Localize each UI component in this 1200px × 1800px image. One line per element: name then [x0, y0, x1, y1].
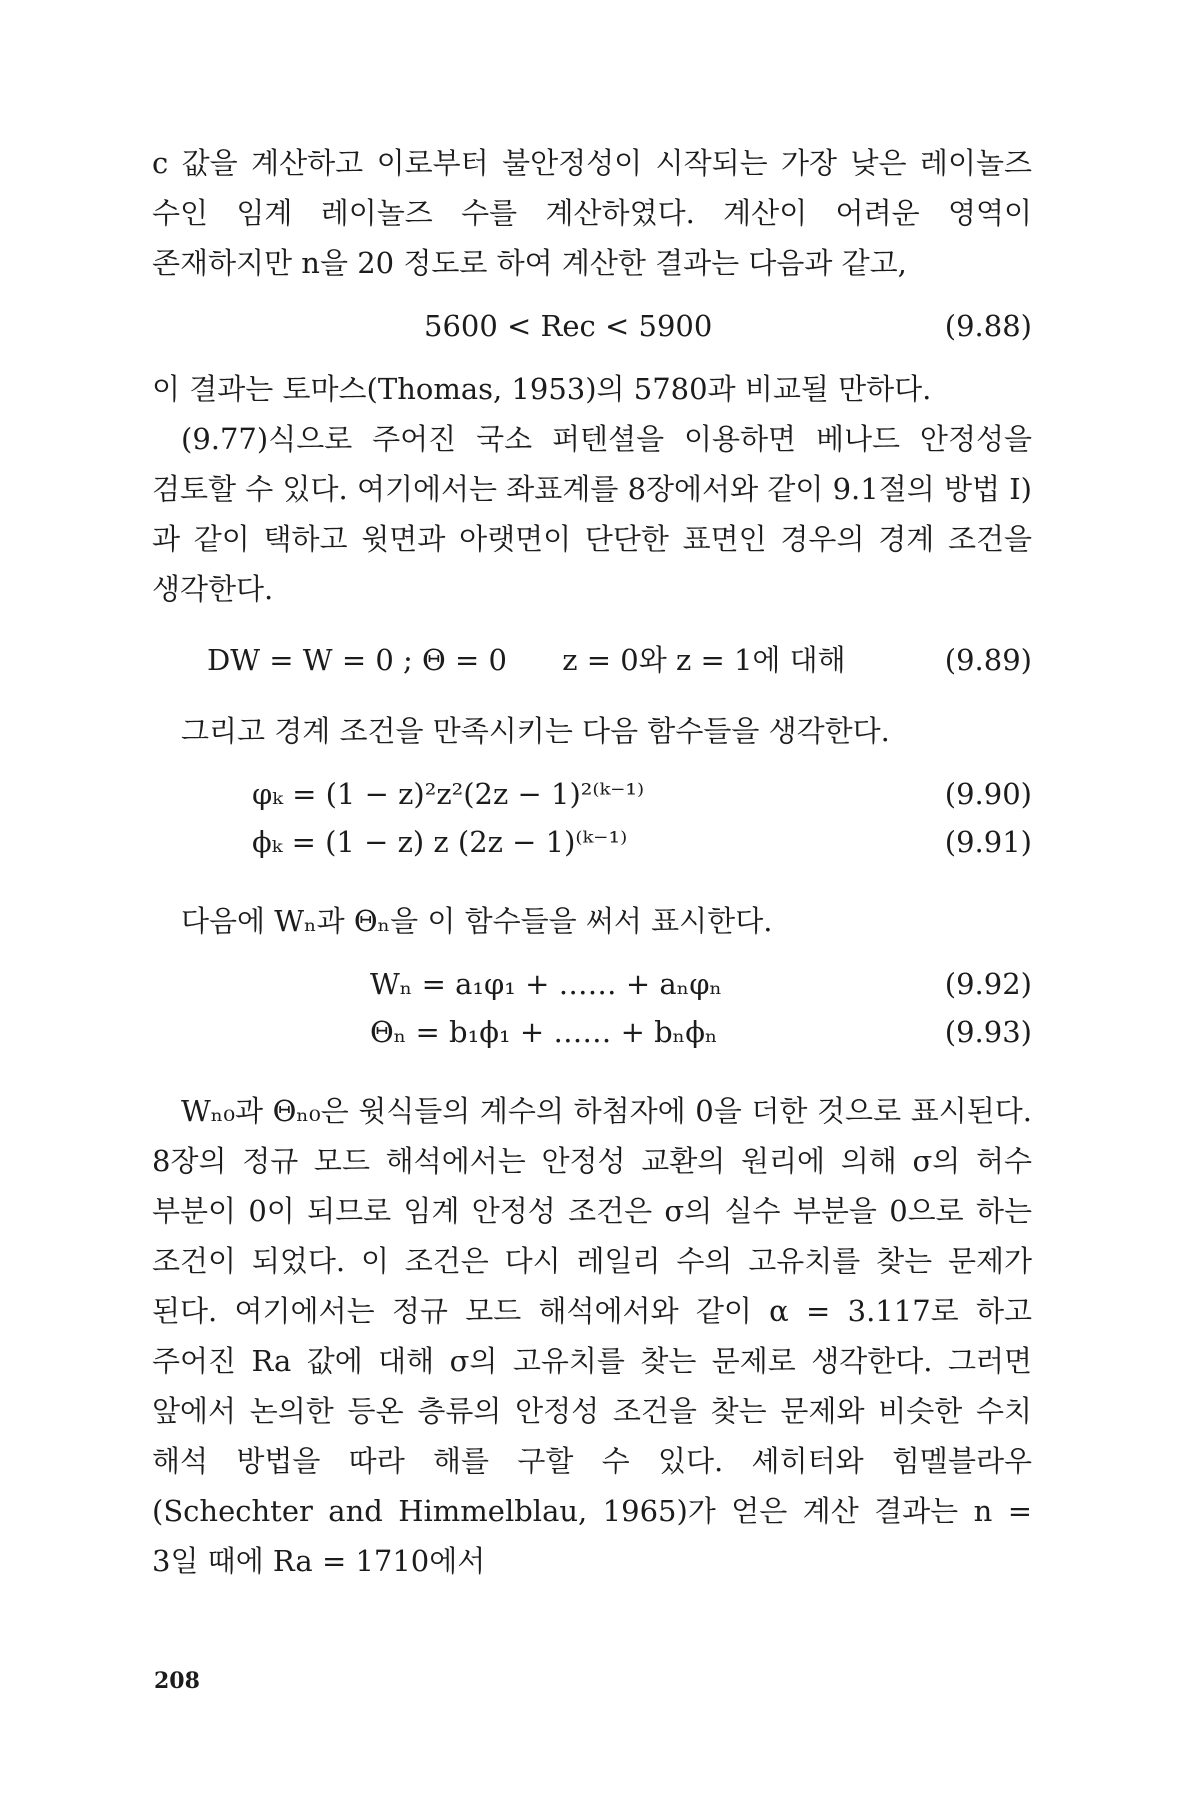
equation-number: (9.90)	[944, 777, 1032, 811]
equation-9-93	[152, 1008, 1032, 1056]
equation-9-89	[152, 636, 1032, 684]
page-body	[152, 138, 1032, 1586]
equation-number: (9.89)	[944, 643, 1032, 677]
equation-number: (9.91)	[944, 825, 1032, 859]
paragraph-thomas-comparison: 이 결과는 토마스(Thomas, 1953)의 5780과 비교될 만하다.	[152, 372, 932, 406]
equation-expression: 5600 < Rec < 5900	[424, 309, 713, 343]
equation-9-91	[152, 818, 1032, 866]
equation-expression: Θₙ = b₁ϕ₁ + …… + bₙϕₙ	[370, 1015, 718, 1049]
equation-9-90	[152, 770, 1032, 818]
equation-expression: ϕₖ = (1 − z) z (2z − 1)⁽ᵏ⁻¹⁾	[252, 825, 628, 859]
equation-number: (9.93)	[944, 1015, 1032, 1049]
paragraph-boundary-functions: 그리고 경계 조건을 만족시키는 다음 함수들을 생각한다.	[181, 714, 890, 748]
equation-expression: Wₙ = a₁φ₁ + …… + aₙφₙ	[370, 967, 723, 1001]
page-number: 208	[154, 1668, 200, 1694]
paragraph-benard-stability: (9.77)식으로 주어진 국소 퍼텐셜을 이용하면 베나드 안정성을 검토할 수 있다. 여기에서는 좌표계를 8장에서와 같이 9.1절의 방법 Ⅰ)과 같이 택하고 윗면과 아랫면이 단단한 표면인 경우의 경계 조건을 생각한다.	[152, 422, 1032, 606]
equation-expression: DW = W = 0 ; Θ = 0 z = 0와 z = 1에 대해	[207, 643, 846, 677]
paragraph-reynolds-calculation: c 값을 계산하고 이로부터 불안정성이 시작되는 가장 낮은 레이놀즈 수인 임계 레이놀즈 수를 계산하였다. 계산이 어려운 영역이 존재하지만 n을 20 정도로 하여 계산한 결과는 다음과 같고,	[152, 146, 1032, 280]
paragraph-normal-mode-analysis: Wₙ₀과 Θₙ₀은 윗식들의 계수의 하첨자에 0을 더한 것으로 표시된다. 8장의 정규 모드 해석에서는 안정성 교환의 원리에 의해 σ의 허수 부분이 0이 되므로 임계 안정성 조건은 σ의 실수 부분을 0으로 하는 조건이 되었다. 이 조건은 다시 레일리 수의 고유치를 찾는 문제가 된다. 여기에서는 정규 모드 해석에서와 같이 α = 3.117로 하고 주어진 Ra 값에 대해 σ의 고유치를 찾는 문제로 생각한다. 그러면 앞에서 논의한 등온 층류의 안정성 조건을 찾는 문제와 비슷한 수치 해석 방법을 따라 해를 구할 수 있다. 셰히터와 힘멜블라우(Schechter and Himmelblau, 1965)가 얻은 계산 결과는 n = 3일 때에 Ra = 1710에서	[152, 1094, 1032, 1578]
equation-9-92	[152, 960, 1032, 1008]
equation-9-88	[152, 302, 1032, 350]
paragraph-wn-theta-representation: 다음에 Wₙ과 Θₙ을 이 함수들을 써서 표시한다.	[181, 904, 773, 938]
equation-number: (9.88)	[944, 309, 1032, 343]
equation-expression: φₖ = (1 − z)²z²(2z − 1)²⁽ᵏ⁻¹⁾	[252, 777, 645, 811]
equation-number: (9.92)	[944, 967, 1032, 1001]
